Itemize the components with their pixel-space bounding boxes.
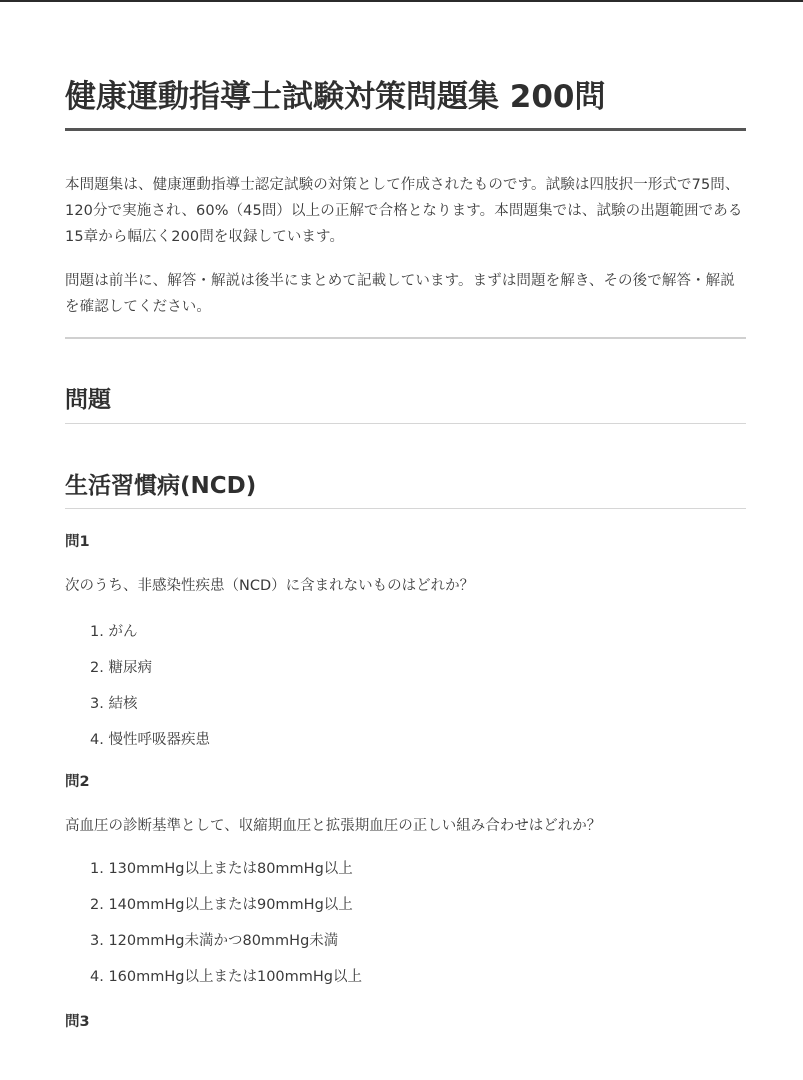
section-divider xyxy=(65,423,746,424)
question-label: 問1 xyxy=(65,534,90,550)
answer-option: 2. 140mmHg以上または90mmHg以上 xyxy=(90,897,353,913)
question-text: 次のうち、非感染性疾患（NCD）に含まれないものはどれか？ xyxy=(65,578,475,594)
title-divider xyxy=(65,128,746,131)
answer-option: 3. 120mmHg未満かつ80mmHg未満 xyxy=(90,933,339,949)
answer-option: 4. 160mmHg以上または100mmHg以上 xyxy=(90,969,363,985)
answer-option: 1. 130mmHg以上または80mmHg以上 xyxy=(90,861,353,877)
chapter-heading: 生活習慣病(NCD) xyxy=(65,473,257,499)
answer-option: 4. 慢性呼吸器疾患 xyxy=(90,732,210,748)
top-border xyxy=(0,0,803,2)
section-heading-problems: 問題 xyxy=(65,387,111,413)
intro-paragraph: 本問題集は、健康運動指導士認定試験の対策として作成されたものです。試験は四肢択一形式で75問、120分で実施され、60%（45問）以上の正解で合格となります。本問題集では、試験の出題範囲である15章から幅広く200問を収録しています。 xyxy=(65,177,743,245)
answer-option: 1. がん xyxy=(90,624,138,640)
answer-options xyxy=(90,621,210,765)
page-title: 健康運動指導士試験対策問題集 200問 xyxy=(65,79,606,115)
question-text: 高血圧の診断基準として、収縮期血圧と拡張期血圧の正しい組み合わせはどれか？ xyxy=(65,818,602,834)
question-label: 問3 xyxy=(65,1014,90,1030)
intro-divider xyxy=(65,337,746,339)
intro-paragraph: 問題は前半に、解答・解説は後半にまとめて記載しています。まずは問題を解き、その後で解答・解説を確認してください。 xyxy=(65,273,735,315)
answer-option: 3. 結核 xyxy=(90,696,138,712)
question-label: 問2 xyxy=(65,774,90,790)
answer-option: 2. 糖尿病 xyxy=(90,660,152,676)
answer-options xyxy=(90,858,362,1002)
chapter-divider xyxy=(65,508,746,509)
